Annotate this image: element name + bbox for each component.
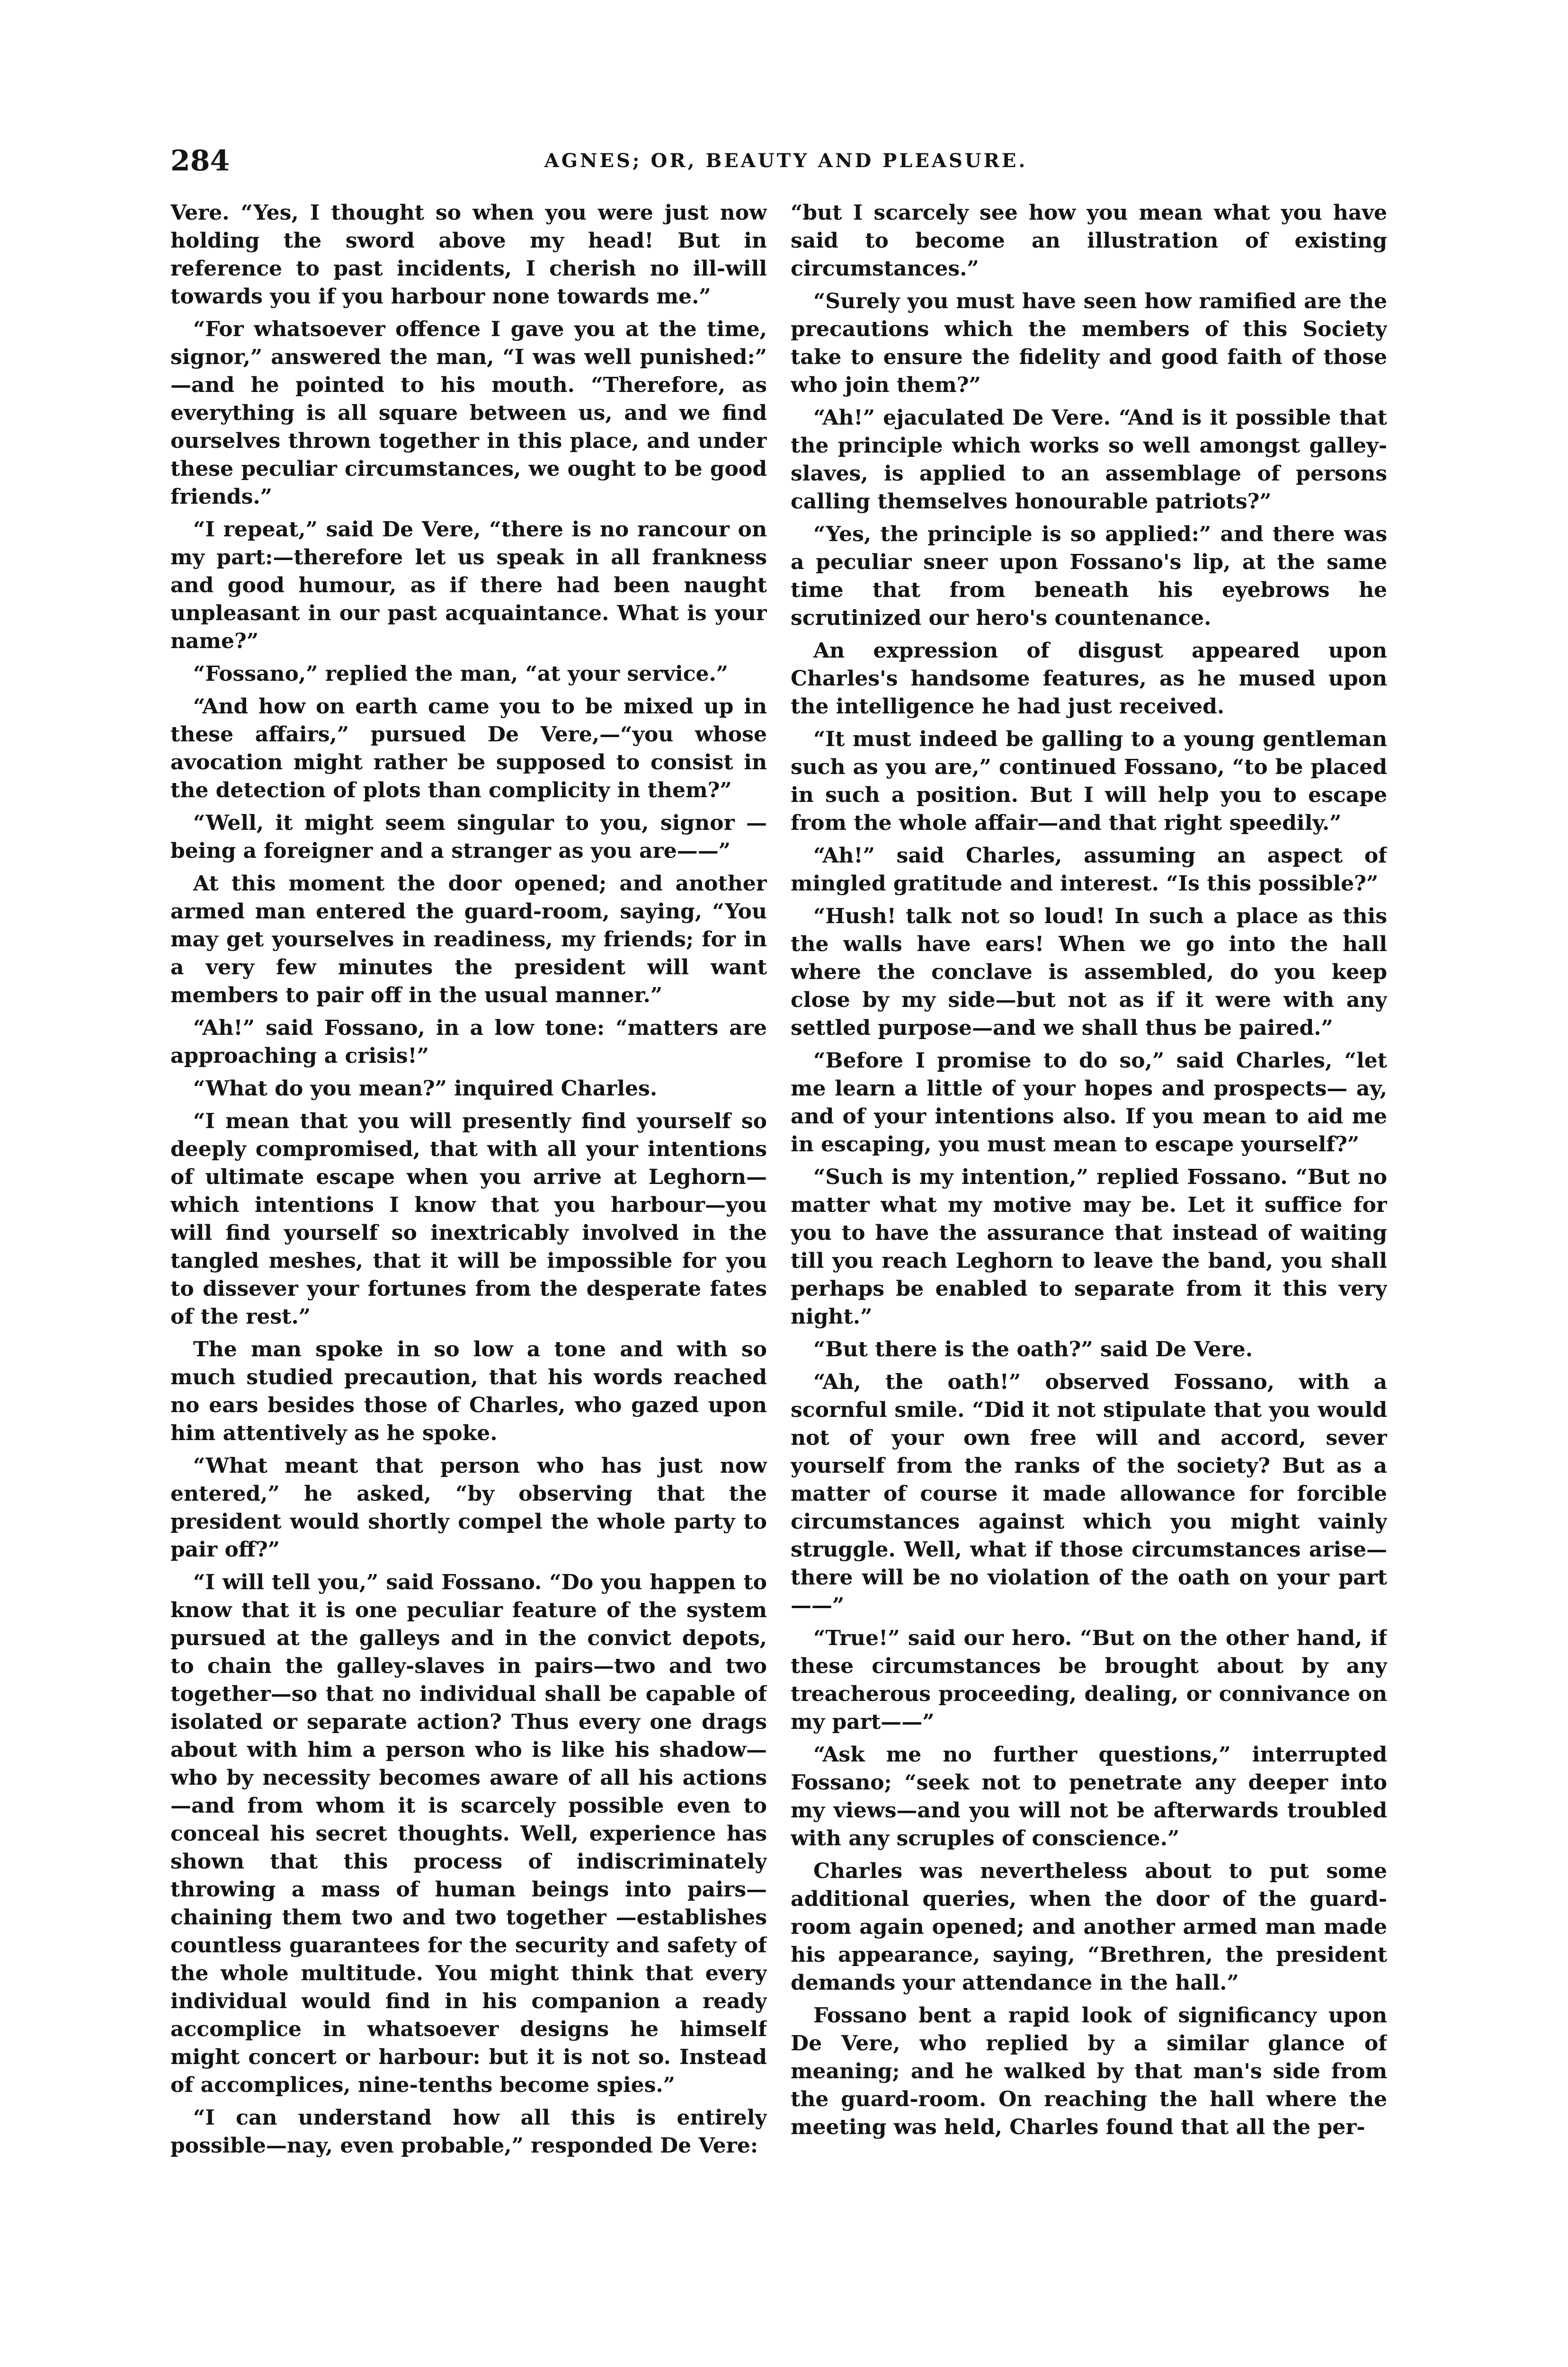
paragraph: “True!” said our hero. “But on the other hand, if these circumstances be brought about by any treacherous proceeding, dealing, or connivance on my part——”	[791, 1626, 1387, 1734]
paragraph: “I repeat,” said De Vere, “there is no rancour on my part:—therefore let us speak in all frankness and good humour, as if there had been naught unpleasant in our past acquaintance. What is your name?”	[170, 517, 767, 653]
paragraph: “What do you mean?” inquired Charles.	[193, 1077, 658, 1101]
paragraph: Charles was nevertheless about to put some additional queries, when the door of the guard-room again opened; and another armed man made his appearance, saying, “Brethren, the president demands your attendance in the hall.”	[791, 1859, 1387, 1995]
paragraph: “It must indeed be galling to a young gentleman such as you are,” continued Fossano, “to be placed in such a position. But I will help you to escape from the whole affair—and that right speedily.”	[791, 727, 1387, 835]
paragraph: “I mean that you will presently find yourself so deeply compromised, that with all your intentions of ultimate escape when you arrive at Leghorn—which intentions I know that you harbour—you will find yourself so inextricably involved in the tangled meshes, that it will be impossible for you to dissever your fortunes from the desperate fates of the rest.”	[170, 1109, 767, 1329]
paragraph: “but I scarcely see how you mean what you have said to become an illustration of existing circumstances.”	[791, 201, 1387, 281]
paragraph: Fossano bent a rapid look of significancy upon De Vere, who replied by a similar glance of meaning; and he walked by that man's side from the guard-room. On reaching the hall where the meeting was held, Charles found that all the per-	[791, 2003, 1387, 2139]
paragraph: An expression of disgust appeared upon Charles's handsome features, as he mused upon the intelligence he had just received.	[791, 639, 1387, 719]
paragraph: “Yes, the principle is so applied:” and there was a peculiar sneer upon Fossano's lip, at the same time that from beneath his eyebrows he scrutinized our hero's countenance.	[791, 522, 1387, 630]
paragraph: “Fossano,” replied the man, “at your service.”	[193, 662, 729, 686]
paragraph: “What meant that person who has just now entered,” he asked, “by observing that the president would shortly compel the whole party to pair off?”	[170, 1454, 767, 1562]
page-header	[170, 142, 1401, 180]
paragraph: “Ah!” said Fossano, in a low tone: “matters are approaching a crisis!”	[170, 1016, 767, 1068]
paragraph: Vere. “Yes, I thought so when you were just now holding the sword above my head! But in reference to past incidents, I cherish no ill-will towards you if you harbour none towards me.”	[170, 201, 767, 309]
left-column	[170, 199, 767, 2339]
paragraph: “Before I promise to do so,” said Charles, “let me learn a little of your hopes and prospects— ay, and of your intentions also. If you mean to aid me in escaping, you must mean to escape yourself?”	[791, 1049, 1387, 1157]
paragraph: “Such is my intention,” replied Fossano. “But no matter what my motive may be. Let it suffice for you to have the assurance that instead of waiting till you reach Leghorn to leave the band, you shall perhaps be enabled to separate from it this very night.”	[791, 1165, 1387, 1329]
paragraph: “Ah!” ejaculated De Vere. “And is it possible that the principle which works so well amongst galley-slaves, is applied to an assemblage of persons calling themselves honourable patriots?”	[791, 406, 1387, 514]
right-column	[791, 199, 1387, 2339]
paragraph: “Well, it might seem singular to you, signor —being a foreigner and a stranger as you are——”	[170, 811, 767, 863]
paragraph: “And how on earth came you to be mixed up in these affairs,” pursued De Vere,—“you whose avocation might rather be supposed to consist in the detection of plots than complicity in them?”	[170, 694, 767, 802]
paragraph: “Ask me no further questions,” interrupted Fossano; “seek not to penetrate any deeper into my views—and you will not be afterwards troubled with any scruples of conscience.”	[791, 1743, 1387, 1851]
paragraph: “Surely you must have seen how ramified are the precautions which the members of this Society take to ensure the fidelity and good faith of those who join them?”	[791, 289, 1387, 397]
paragraph: The man spoke in so low a tone and with so much studied precaution, that his words reached no ears besides those of Charles, who gazed upon him attentively as he spoke.	[170, 1337, 767, 1445]
paragraph: “Hush! talk not so loud! In such a place as this the walls have ears! When we go into the hall where the conclave is assembled, do you keep close by my side—but not as if it were with any settled purpose—and we shall thus be paired.”	[791, 904, 1387, 1040]
paragraph: “For whatsoever offence I gave you at the time, signor,” answered the man, “I was well punished:” —and he pointed to his mouth. “Therefore, as everything is all square between us, and we find ourselves thrown together in this place, and under these peculiar circumstances, we ought to be good friends.”	[170, 317, 767, 509]
paragraph: “Ah!” said Charles, assuming an aspect of mingled gratitude and interest. “Is this possible?”	[791, 844, 1387, 896]
paragraph: At this moment the door opened; and another armed man entered the guard-room, saying, “You may get yourselves in readiness, my friends; for in a very few minutes the president will want members to pair off in the usual manner.”	[170, 872, 767, 1007]
paragraph: “But there is the oath?” said De Vere.	[813, 1337, 1253, 1361]
paragraph: “Ah, the oath!” observed Fossano, with a scornful smile. “Did it not stipulate that you would not of your own free will and accord, sever yourself from the ranks of the society? But as a matter of course it made allowance for forcible circumstances against which you might vainly struggle. Well, what if those circumstances arise—there will be no violation of the oath on your part——”	[791, 1370, 1387, 1618]
paragraph: “I can understand how all this is entirely possible—nay, even probable,” responded De Vere:	[170, 2106, 767, 2158]
page-number: 284	[170, 144, 230, 178]
running-title: AGNES; OR, BEAUTY AND PLEASURE.	[544, 150, 1028, 172]
paragraph: “I will tell you,” said Fossano. “Do you happen to know that it is one peculiar feature of the system pursued at the galleys and in the convict depots, to chain the galley-slaves in pairs—two and two together—so that no individual shall be capable of isolated or separate action? Thus every one drags about with him a person who is like his shadow—who by necessity becomes aware of all his actions—and from whom it is scarcely possible even to conceal his secret thoughts. Well, experience has shown that this process of indiscriminately throwing a mass of human beings into pairs—chaining them two and two together —establishes countless guarantees for the security and safety of the whole multitude. You might think that every individual would find in his companion a ready accomplice in whatsoever designs he himself might concert or harbour: but it is not so. Instead of accomplices, nine-tenths become spies.”	[170, 1570, 767, 2097]
